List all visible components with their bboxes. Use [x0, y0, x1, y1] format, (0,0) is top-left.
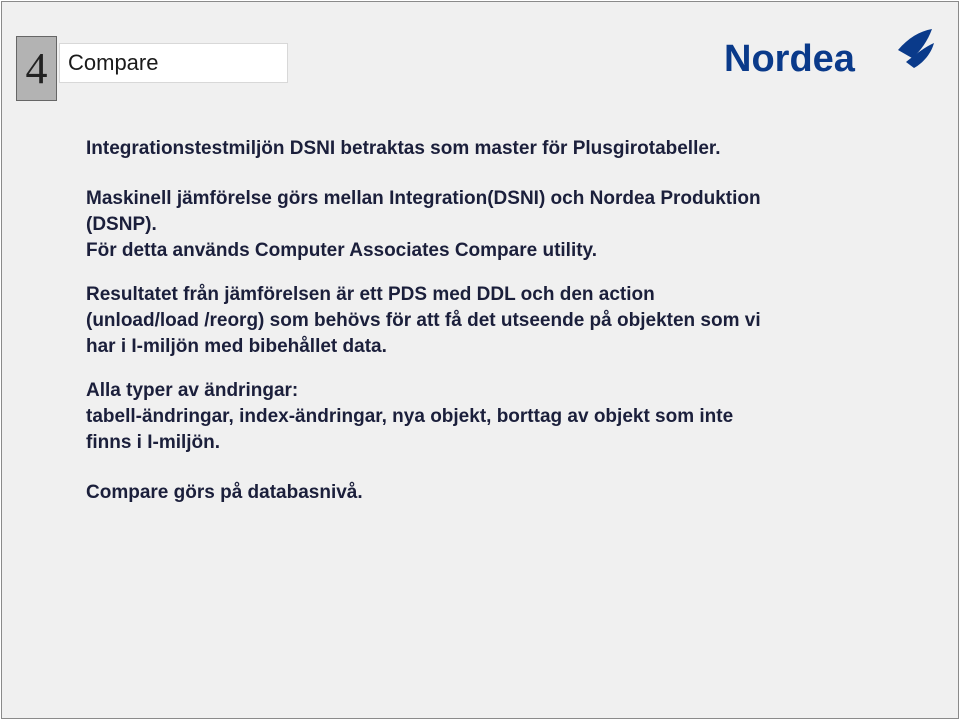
sail-icon	[898, 29, 934, 68]
slide-title: Compare	[59, 43, 288, 83]
paragraph-result: Resultatet från jämförelsen är ett PDS med DDL och den action (unload/load /reorg) som behövs för att få det utseende på objekten som vi har i I-miljön med bibehållet data.	[86, 284, 761, 357]
paragraph-comparison-line2: För detta används Computer Associates Compare utility.	[86, 240, 597, 261]
paragraph-comparison	[86, 186, 766, 264]
change-types-list: tabell-ändringar, index-ändringar, nya objekt, borttag av objekt som inte finns i I-miljön.	[86, 406, 734, 453]
slide-number: 4	[16, 36, 57, 101]
change-types-heading: Alla typer av ändringar:	[86, 380, 299, 401]
paragraph-database-level: Compare görs på databasnivå.	[86, 482, 363, 503]
nordea-logo	[722, 24, 937, 78]
paragraph-master: Integrationstestmiljön DSNI betraktas som master för Plusgirotabeller.	[86, 138, 721, 159]
logo-text: Nordea	[724, 38, 855, 78]
slide	[1, 1, 959, 719]
paragraph-change-types	[86, 378, 766, 456]
body-text	[86, 136, 766, 530]
paragraph-comparison-line1: Maskinell jämförelse görs mellan Integration(DSNI) och Nordea Produktion (DSNP).	[86, 188, 761, 235]
